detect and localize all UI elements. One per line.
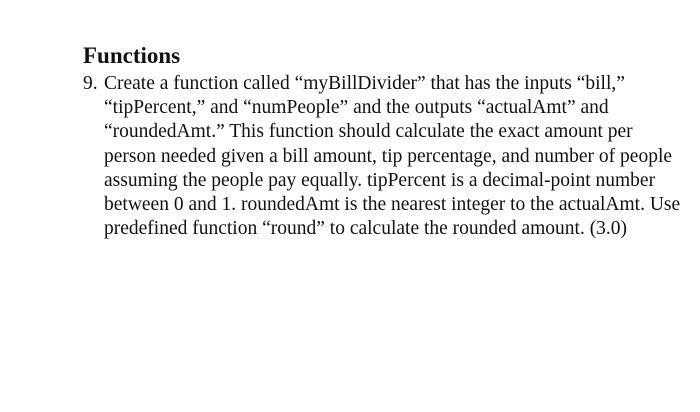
question-item [83, 72, 683, 241]
section-title: Functions [83, 43, 181, 68]
question-number: 9. [83, 73, 98, 94]
question-text: Create a function called “myBillDivider” that has the inputs “bill,” “tipPercent,” and “numPeople” and the outputs “actualAmt” and “roundedAmt.” This function should calculate the exact amount per person needed given a bill amount, tip percentage, and number of people assuming the people pay equally. tipPercent is a decimal-point number between 0 and 1. roundedAmt is the nearest integer to the actualAmt. Use predefined function “round” to calculate the rounded amount. (3.0) [104, 73, 681, 240]
